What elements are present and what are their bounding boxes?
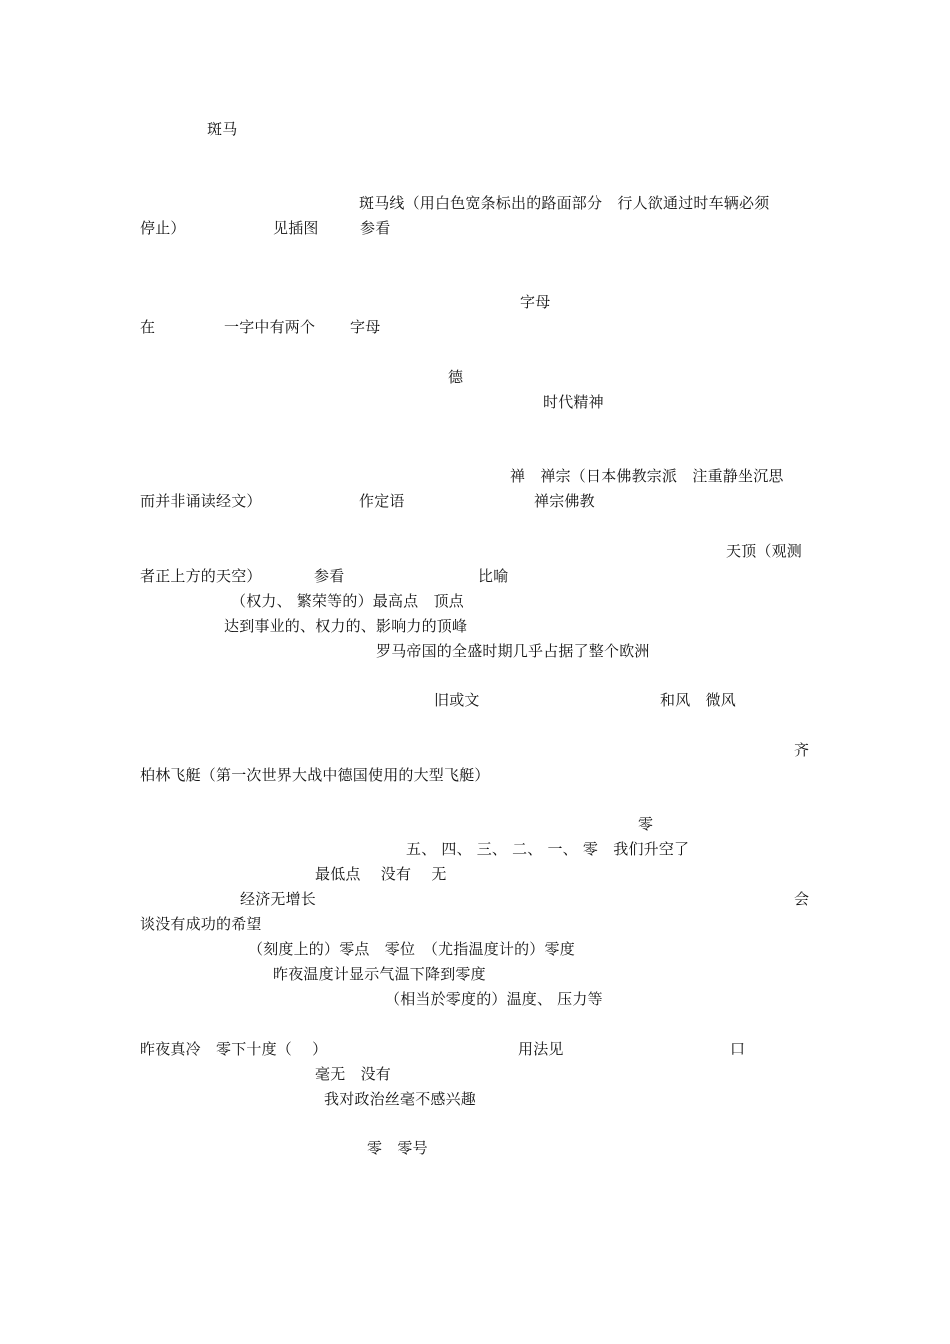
entry-zero-line-1: 零 xyxy=(638,815,654,833)
entry-zero-line-5: 会 xyxy=(794,890,810,908)
entry-zero-line-7: （刻度上的）零点 零位 （尤指温度计的）零度 xyxy=(248,940,575,958)
entry-zen-line-3: 作定语 xyxy=(359,492,405,510)
entry-zephyr-line-2: 和风 微风 xyxy=(660,691,737,709)
entry-zebra-line-2: 斑马线（用白色宽条标出的路面部分 行人欲通过时车辆必须 xyxy=(359,194,770,212)
entry-zero-line-13: 毫无 没有 xyxy=(315,1065,392,1083)
entry-zero-line-14: 我对政治丝毫不感兴趣 xyxy=(324,1090,477,1108)
entry-zebra-line-5: 参看 xyxy=(360,219,391,237)
entry-zephyr-line-1: 旧或文 xyxy=(434,691,480,709)
entry-zen-line-4: 禅宗佛教 xyxy=(534,492,595,510)
entry-zero-line-8: 昨夜温度计显示气温下降到零度 xyxy=(273,965,486,983)
entry-zenith-line-3: 参看 xyxy=(314,567,345,585)
entry-zero-line-10: 昨夜真冷 零下十度（ ） xyxy=(140,1040,328,1058)
entry-zenith-line-2: 者正上方的天空） xyxy=(140,567,262,585)
entry-zeitgeist-line-2: 时代精神 xyxy=(543,393,604,411)
entry-zenith-line-7: 罗马帝国的全盛时期几乎占据了整个欧洲 xyxy=(376,642,650,660)
entry-zero-line-2: 五、 四、 三、 二、 一、 零 我们升空了 xyxy=(406,840,690,858)
entry-z-line-2: 在 xyxy=(140,318,156,336)
entry-zebra-line-4: 见插图 xyxy=(273,219,319,237)
entry-zenith-line-5: （权力、 繁荣等的）最高点 顶点 xyxy=(231,592,464,610)
entry-zebra-line-1: 斑马 xyxy=(207,120,238,138)
entry-zen-line-2: 而并非诵读经文） xyxy=(140,492,262,510)
entry-zebra-line-3: 停止） xyxy=(140,219,186,237)
entry-zero-line-3: 最低点 没有 无 xyxy=(315,865,447,883)
entry-zero-line-6: 谈没有成功的希望 xyxy=(140,915,262,933)
entry-zero-line-15: 零 零号 xyxy=(367,1139,428,1157)
entry-zenith-line-6: 达到事业的、权力的、影响力的顶峰 xyxy=(224,617,468,635)
entry-zero-line-11: 用法见 xyxy=(518,1040,564,1058)
entry-zenith-line-1: 天顶（观测 xyxy=(726,542,803,560)
entry-z-line-4: 字母 xyxy=(350,318,381,336)
entry-zeppelin-line-2: 柏林飞艇（第一次世界大战中德国使用的大型飞艇） xyxy=(140,766,490,784)
entry-zenith-line-4: 比喻 xyxy=(478,567,509,585)
entry-zen-line-1: 禅 禅宗（日本佛教宗派 注重静坐沉思 xyxy=(510,467,784,485)
entry-z-line-1: 字母 xyxy=(520,293,551,311)
entry-zeitgeist-line-1: 德 xyxy=(448,368,464,386)
entry-zeppelin-line-1: 齐 xyxy=(794,741,810,759)
entry-zero-line-12: 口 xyxy=(730,1040,746,1058)
entry-zero-line-4: 经济无增长 xyxy=(240,890,317,908)
entry-z-line-3: 一字中有两个 xyxy=(224,318,316,336)
entry-zero-line-9: （相当於零度的）温度、 压力等 xyxy=(385,990,603,1008)
